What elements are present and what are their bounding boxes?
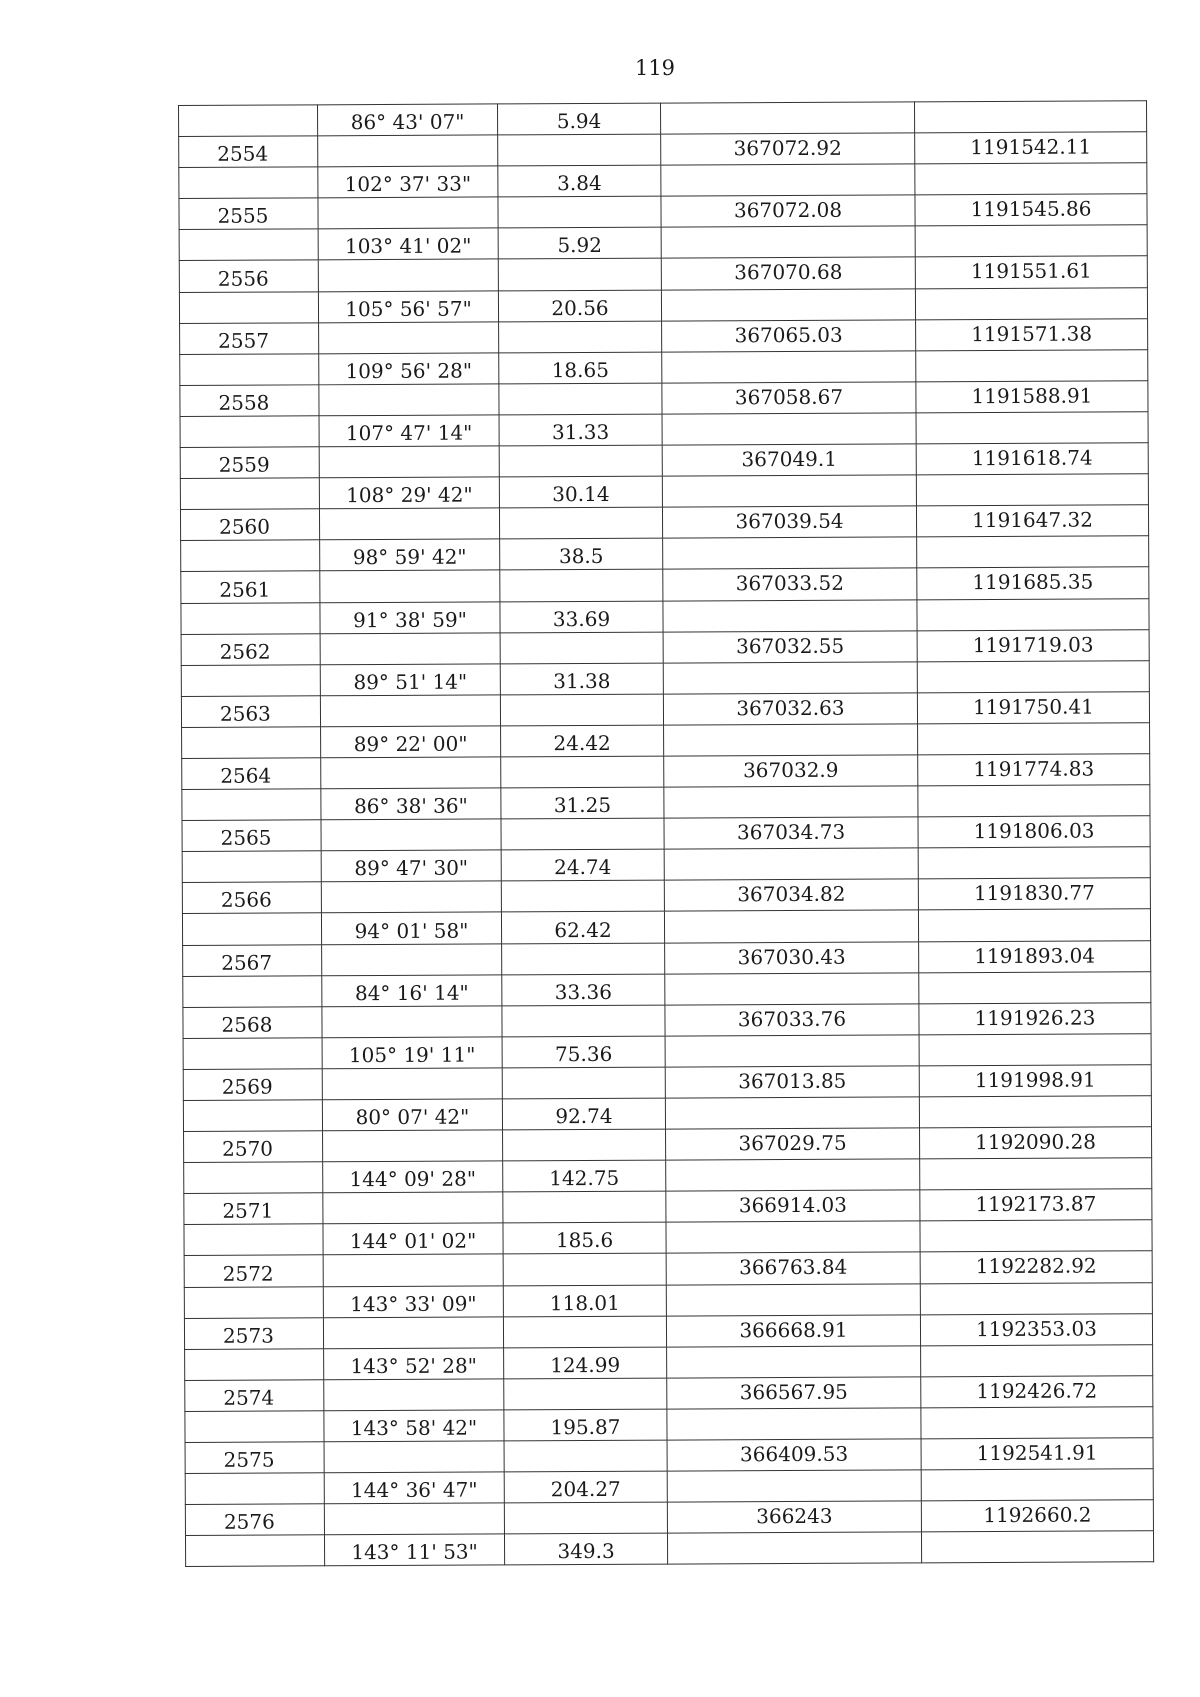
x-coordinate-cell-empty <box>664 724 918 756</box>
point-row <box>181 692 1149 728</box>
point-id-cell-empty <box>185 1349 324 1381</box>
bearing-cell: 103° 41' 02" <box>318 228 498 260</box>
point-row <box>185 1376 1153 1412</box>
bearing-cell: 86° 38' 36" <box>321 788 501 820</box>
y-coordinate-cell: 1192173.87 <box>920 1189 1152 1221</box>
y-coordinate-cell-empty <box>915 287 1147 319</box>
x-coordinate-cell-empty <box>662 413 916 445</box>
y-coordinate-cell-empty <box>917 536 1149 568</box>
x-coordinate-cell: 367034.82 <box>664 879 918 911</box>
segment-row <box>180 350 1148 386</box>
x-coordinate-cell-empty <box>662 475 916 507</box>
bearing-cell-empty <box>318 197 498 229</box>
bearing-cell: 84° 16' 14" <box>322 975 502 1007</box>
bearing-cell: 108° 29' 42" <box>319 477 499 509</box>
bearing-cell: 107° 47' 14" <box>319 415 499 447</box>
y-coordinate-cell-empty <box>921 1345 1153 1377</box>
segment-row <box>181 598 1149 634</box>
bearing-cell-empty <box>323 1192 503 1224</box>
distance-cell-empty <box>500 570 663 602</box>
segment-row <box>185 1469 1153 1505</box>
x-coordinate-cell-empty <box>663 537 917 569</box>
bearing-cell-empty <box>319 446 499 478</box>
distance-cell: 31.38 <box>500 663 663 695</box>
y-coordinate-cell: 1192426.72 <box>921 1376 1153 1408</box>
point-row <box>180 443 1148 479</box>
x-coordinate-cell-empty <box>664 786 918 818</box>
bearing-cell-empty <box>320 633 500 665</box>
point-id-cell: 2562 <box>181 633 320 665</box>
segment-row <box>181 660 1149 696</box>
segment-row <box>184 1282 1152 1318</box>
distance-cell-empty <box>503 1129 666 1161</box>
x-coordinate-cell: 367033.76 <box>665 1004 919 1036</box>
point-id-cell-empty <box>182 789 321 821</box>
segment-row <box>184 1220 1152 1256</box>
bearing-cell: 143° 33' 09" <box>323 1285 503 1317</box>
distance-cell-empty <box>499 445 662 477</box>
segment-row <box>185 1407 1153 1443</box>
point-id-cell-empty <box>180 354 319 386</box>
x-coordinate-cell-empty <box>661 288 915 320</box>
point-id-cell-empty <box>185 1411 324 1443</box>
y-coordinate-cell: 1191588.91 <box>916 381 1148 413</box>
bearing-cell: 98° 59' 42" <box>320 539 500 571</box>
point-id-cell: 2563 <box>181 696 320 728</box>
x-coordinate-cell-empty <box>667 1532 921 1564</box>
segment-row <box>185 1345 1153 1381</box>
x-coordinate-cell: 367058.67 <box>662 382 916 414</box>
point-id-cell: 2566 <box>182 882 321 914</box>
point-id-cell-empty <box>179 291 318 323</box>
y-coordinate-cell-empty <box>920 1158 1152 1190</box>
distance-cell-empty <box>502 1067 665 1099</box>
bearing-cell-empty <box>321 881 501 913</box>
bearing-cell-empty <box>323 1254 503 1286</box>
point-row <box>184 1251 1152 1287</box>
distance-cell-empty <box>504 1378 667 1410</box>
point-id-cell: 2574 <box>185 1380 324 1412</box>
x-coordinate-cell-empty <box>666 1159 920 1191</box>
point-id-cell: 2555 <box>179 198 318 230</box>
bearing-cell: 144° 09' 28" <box>323 1161 503 1193</box>
distance-cell-empty <box>501 818 664 850</box>
bearing-cell-empty <box>319 384 499 416</box>
distance-cell-empty <box>504 1440 667 1472</box>
y-coordinate-cell: 1191750.41 <box>917 692 1149 724</box>
segment-row <box>179 101 1147 137</box>
y-coordinate-cell-empty <box>917 598 1149 630</box>
y-coordinate-cell-empty <box>915 225 1147 257</box>
point-id-cell: 2558 <box>180 385 319 417</box>
bearing-cell-empty <box>322 943 502 975</box>
point-row <box>181 629 1149 665</box>
x-coordinate-cell: 366567.95 <box>667 1377 921 1409</box>
distance-cell-empty <box>500 632 663 664</box>
bearing-cell: 144° 36' 47" <box>324 1472 504 1504</box>
x-coordinate-cell-empty <box>662 351 916 383</box>
point-id-cell: 2557 <box>180 322 319 354</box>
y-coordinate-cell: 1192541.91 <box>921 1438 1153 1470</box>
bearing-cell-empty <box>320 570 500 602</box>
segment-row <box>179 225 1147 261</box>
point-id-cell-empty <box>181 540 320 572</box>
distance-cell-empty <box>499 507 662 539</box>
x-coordinate-cell: 366763.84 <box>666 1252 920 1284</box>
point-id-cell-empty <box>180 478 319 510</box>
bearing-cell-empty <box>321 819 501 851</box>
distance-cell-empty <box>498 134 661 166</box>
point-id-cell: 2569 <box>183 1069 322 1101</box>
distance-cell: 24.74 <box>501 849 664 881</box>
point-row <box>185 1500 1153 1536</box>
segment-row <box>179 163 1147 199</box>
distance-cell: 185.6 <box>503 1223 666 1255</box>
point-id-cell-empty <box>184 1224 323 1256</box>
x-coordinate-cell-empty <box>666 1221 920 1253</box>
x-coordinate-cell: 367032.63 <box>663 693 917 725</box>
segment-row <box>181 536 1149 572</box>
x-coordinate-cell: 367033.52 <box>663 568 917 600</box>
bearing-cell: 94° 01' 58" <box>321 912 501 944</box>
bearing-cell: 105° 19' 11" <box>322 1037 502 1069</box>
x-coordinate-cell: 367032.9 <box>664 755 918 787</box>
point-id-cell-empty <box>184 1162 323 1194</box>
segment-row <box>183 1096 1151 1132</box>
point-row <box>179 194 1147 230</box>
point-row <box>183 1065 1151 1101</box>
point-id-cell-empty <box>179 167 318 199</box>
x-coordinate-cell: 367049.1 <box>662 444 916 476</box>
x-coordinate-cell: 366668.91 <box>666 1315 920 1347</box>
point-row <box>183 940 1151 976</box>
point-row <box>182 754 1150 790</box>
distance-cell: 20.56 <box>498 290 661 322</box>
x-coordinate-cell-empty <box>664 910 918 942</box>
distance-cell-empty <box>498 196 661 228</box>
x-coordinate-cell: 367039.54 <box>662 506 916 538</box>
y-coordinate-cell: 1191685.35 <box>917 567 1149 599</box>
x-coordinate-cell: 367072.92 <box>661 133 915 165</box>
bearing-cell: 143° 58' 42" <box>324 1410 504 1442</box>
bearing-cell-empty <box>324 1379 504 1411</box>
distance-cell-empty <box>504 1502 667 1534</box>
point-id-cell: 2554 <box>179 136 318 168</box>
bearing-cell-empty <box>318 135 498 167</box>
distance-cell-empty <box>499 321 662 353</box>
x-coordinate-cell-empty <box>667 1346 921 1378</box>
y-coordinate-cell-empty <box>918 847 1150 879</box>
point-id-cell-empty <box>180 416 319 448</box>
y-coordinate-cell: 1191542.11 <box>915 132 1147 164</box>
y-coordinate-cell-empty <box>918 785 1150 817</box>
point-id-cell: 2572 <box>184 1255 323 1287</box>
y-coordinate-cell: 1191893.04 <box>919 940 1151 972</box>
point-id-cell-empty <box>183 1038 322 1070</box>
distance-cell: 349.3 <box>504 1533 667 1565</box>
x-coordinate-cell-empty <box>666 1283 920 1315</box>
point-row <box>180 505 1148 541</box>
point-id-cell-empty <box>179 229 318 261</box>
coordinate-table-wrapper <box>178 100 1153 1567</box>
distance-cell-empty <box>502 943 665 975</box>
bearing-cell: 80° 07' 42" <box>322 1099 502 1131</box>
y-coordinate-cell: 1192282.92 <box>920 1251 1152 1283</box>
distance-cell: 31.25 <box>501 787 664 819</box>
point-row <box>182 816 1150 852</box>
segment-row <box>182 785 1150 821</box>
distance-cell: 24.42 <box>501 725 664 757</box>
x-coordinate-cell: 367029.75 <box>666 1128 920 1160</box>
x-coordinate-cell-empty <box>663 599 917 631</box>
distance-cell: 33.36 <box>502 974 665 1006</box>
x-coordinate-cell-empty <box>660 102 914 134</box>
y-coordinate-cell: 1191998.91 <box>919 1065 1151 1097</box>
point-id-cell: 2559 <box>180 447 319 479</box>
point-row <box>183 1002 1151 1038</box>
coordinate-table <box>178 100 1154 1567</box>
segment-row <box>182 847 1150 883</box>
point-id-cell: 2567 <box>183 944 322 976</box>
x-coordinate-cell: 366914.03 <box>666 1190 920 1222</box>
segment-row <box>182 723 1150 759</box>
distance-cell: 3.84 <box>498 165 661 197</box>
y-coordinate-cell-empty <box>916 474 1148 506</box>
distance-cell-empty <box>503 1254 666 1286</box>
x-coordinate-cell-empty <box>665 973 919 1005</box>
x-coordinate-cell-empty <box>663 662 917 694</box>
bearing-cell-empty <box>319 322 499 354</box>
y-coordinate-cell-empty <box>921 1531 1153 1563</box>
y-coordinate-cell-empty <box>918 909 1150 941</box>
bearing-cell: 89° 51' 14" <box>320 664 500 696</box>
y-coordinate-cell: 1192090.28 <box>920 1127 1152 1159</box>
point-id-cell-empty <box>179 105 318 137</box>
point-id-cell-empty <box>182 851 321 883</box>
point-row <box>184 1127 1152 1163</box>
distance-cell: 142.75 <box>503 1160 666 1192</box>
point-id-cell-empty <box>184 1286 323 1318</box>
y-coordinate-cell-empty <box>914 101 1146 133</box>
y-coordinate-cell: 1191926.23 <box>919 1002 1151 1034</box>
segment-row <box>179 287 1147 323</box>
point-id-cell: 2576 <box>185 1504 324 1536</box>
point-id-cell-empty <box>183 975 322 1007</box>
point-id-cell-empty <box>182 913 321 945</box>
y-coordinate-cell: 1192660.2 <box>921 1500 1153 1532</box>
bearing-cell: 144° 01' 02" <box>323 1223 503 1255</box>
bearing-cell-empty <box>318 259 498 291</box>
y-coordinate-cell-empty <box>919 1034 1151 1066</box>
bearing-cell: 105° 56' 57" <box>318 290 498 322</box>
point-row <box>182 878 1150 914</box>
y-coordinate-cell: 1191830.77 <box>918 878 1150 910</box>
bearing-cell-empty <box>323 1130 503 1162</box>
x-coordinate-cell: 367065.03 <box>662 320 916 352</box>
x-coordinate-cell: 367032.55 <box>663 630 917 662</box>
distance-cell: 38.5 <box>500 538 663 570</box>
x-coordinate-cell: 366409.53 <box>667 1439 921 1471</box>
point-row <box>185 1438 1153 1474</box>
point-id-cell-empty <box>181 664 320 696</box>
distance-cell: 124.99 <box>504 1347 667 1379</box>
x-coordinate-cell-empty <box>667 1470 921 1502</box>
y-coordinate-cell-empty <box>920 1220 1152 1252</box>
bearing-cell: 91° 38' 59" <box>320 601 500 633</box>
distance-cell-empty <box>498 259 661 291</box>
bearing-cell-empty <box>319 508 499 540</box>
point-id-cell-empty <box>182 727 321 759</box>
point-id-cell-empty <box>185 1535 324 1567</box>
point-id-cell: 2570 <box>184 1131 323 1163</box>
distance-cell: 62.42 <box>501 912 664 944</box>
distance-cell: 92.74 <box>502 1098 665 1130</box>
y-coordinate-cell: 1191545.86 <box>915 194 1147 226</box>
x-coordinate-cell: 366243 <box>667 1501 921 1533</box>
y-coordinate-cell: 1191806.03 <box>918 816 1150 848</box>
bearing-cell-empty <box>320 695 500 727</box>
x-coordinate-cell: 367070.68 <box>661 257 915 289</box>
segment-row <box>182 909 1150 945</box>
coordinate-table-body <box>179 101 1154 1567</box>
segment-row <box>180 474 1148 510</box>
x-coordinate-cell-empty <box>664 848 918 880</box>
distance-cell-empty <box>502 1005 665 1037</box>
distance-cell: 118.01 <box>503 1285 666 1317</box>
x-coordinate-cell-empty <box>661 226 915 258</box>
y-coordinate-cell: 1191774.83 <box>918 754 1150 786</box>
y-coordinate-cell-empty <box>917 660 1149 692</box>
y-coordinate-cell-empty <box>915 163 1147 195</box>
distance-cell-empty <box>501 880 664 912</box>
bearing-cell: 102° 37' 33" <box>318 166 498 198</box>
segment-row <box>185 1531 1153 1567</box>
bearing-cell-empty <box>321 757 501 789</box>
point-id-cell: 2568 <box>183 1007 322 1039</box>
y-coordinate-cell: 1191618.74 <box>916 443 1148 475</box>
y-coordinate-cell: 1191571.38 <box>916 318 1148 350</box>
y-coordinate-cell-empty <box>920 1282 1152 1314</box>
distance-cell: 195.87 <box>504 1409 667 1441</box>
point-id-cell: 2571 <box>184 1193 323 1225</box>
y-coordinate-cell-empty <box>916 350 1148 382</box>
x-coordinate-cell-empty <box>661 164 915 196</box>
bearing-cell: 143° 52' 28" <box>324 1348 504 1380</box>
y-coordinate-cell: 1191719.03 <box>917 629 1149 661</box>
distance-cell-empty <box>501 756 664 788</box>
point-id-cell-empty <box>183 1100 322 1132</box>
point-row <box>179 132 1147 168</box>
distance-cell: 31.33 <box>499 414 662 446</box>
bearing-cell-empty <box>322 1068 502 1100</box>
distance-cell: 33.69 <box>500 601 663 633</box>
x-coordinate-cell: 367072.08 <box>661 195 915 227</box>
bearing-cell-empty <box>324 1441 504 1473</box>
distance-cell: 30.14 <box>499 476 662 508</box>
distance-cell-empty <box>503 1191 666 1223</box>
y-coordinate-cell: 1191551.61 <box>915 256 1147 288</box>
x-coordinate-cell-empty <box>665 1035 919 1067</box>
segment-row <box>184 1158 1152 1194</box>
x-coordinate-cell-empty <box>665 1097 919 1129</box>
point-id-cell: 2565 <box>182 820 321 852</box>
point-id-cell: 2575 <box>185 1442 324 1474</box>
bearing-cell: 89° 22' 00" <box>321 726 501 758</box>
page-number: 119 <box>634 56 676 80</box>
x-coordinate-cell: 367034.73 <box>664 817 918 849</box>
distance-cell-empty <box>500 694 663 726</box>
distance-cell: 5.92 <box>498 228 661 260</box>
y-coordinate-cell-empty <box>919 971 1151 1003</box>
bearing-cell: 109° 56' 28" <box>319 353 499 385</box>
y-coordinate-cell: 1191647.32 <box>916 505 1148 537</box>
distance-cell-empty <box>499 383 662 415</box>
point-id-cell: 2556 <box>179 260 318 292</box>
point-id-cell-empty <box>185 1473 324 1505</box>
distance-cell: 18.65 <box>499 352 662 384</box>
point-row <box>180 381 1148 417</box>
x-coordinate-cell: 367013.85 <box>665 1066 919 1098</box>
distance-cell: 204.27 <box>504 1471 667 1503</box>
x-coordinate-cell-empty <box>667 1408 921 1440</box>
segment-row <box>183 971 1151 1007</box>
y-coordinate-cell-empty <box>921 1469 1153 1501</box>
segment-row <box>183 1034 1151 1070</box>
distance-cell: 75.36 <box>502 1036 665 1068</box>
y-coordinate-cell-empty <box>919 1096 1151 1128</box>
point-id-cell: 2573 <box>184 1317 323 1349</box>
bearing-cell: 86° 43' 07" <box>318 104 498 136</box>
bearing-cell-empty <box>322 1006 502 1038</box>
distance-cell-empty <box>503 1316 666 1348</box>
x-coordinate-cell: 367030.43 <box>665 941 919 973</box>
y-coordinate-cell: 1192353.03 <box>920 1313 1152 1345</box>
point-row <box>184 1313 1152 1349</box>
point-row <box>181 567 1149 603</box>
y-coordinate-cell-empty <box>916 412 1148 444</box>
point-id-cell: 2560 <box>180 509 319 541</box>
y-coordinate-cell-empty <box>918 723 1150 755</box>
point-row <box>180 318 1148 354</box>
bearing-cell-empty <box>324 1503 504 1535</box>
point-id-cell: 2564 <box>182 758 321 790</box>
point-id-cell: 2561 <box>181 571 320 603</box>
bearing-cell-empty <box>323 1317 503 1349</box>
bearing-cell: 143° 11' 53" <box>324 1534 504 1566</box>
bearing-cell: 89° 47' 30" <box>321 850 501 882</box>
point-id-cell-empty <box>181 602 320 634</box>
y-coordinate-cell-empty <box>921 1407 1153 1439</box>
point-row <box>184 1189 1152 1225</box>
segment-row <box>180 412 1148 448</box>
point-row <box>179 256 1147 292</box>
distance-cell: 5.94 <box>497 103 660 135</box>
